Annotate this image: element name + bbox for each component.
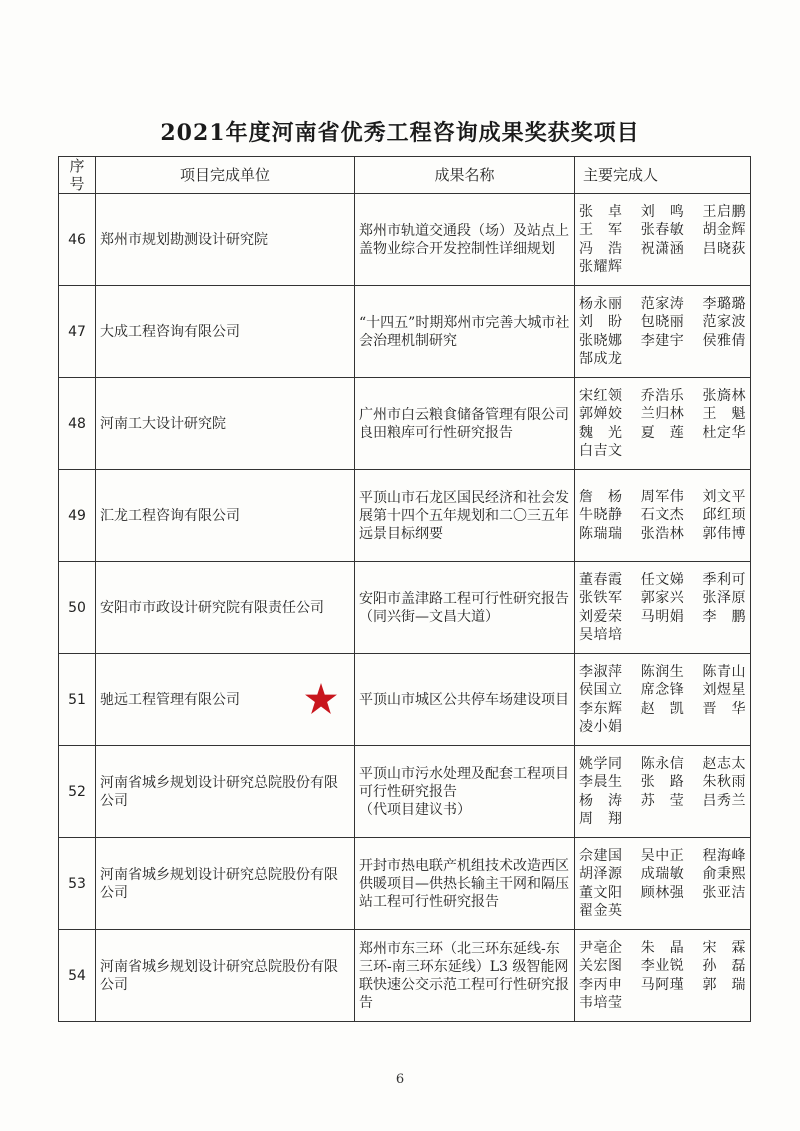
- person-name: 石文杰: [640, 507, 685, 524]
- person-name: 朱 晶: [640, 939, 685, 956]
- person-name: 范家涛: [640, 295, 685, 312]
- person-name: 董春霞: [579, 571, 623, 588]
- person-name: 成瑞敏: [640, 866, 685, 882]
- unit-text: 大成工程咨询有限公司: [100, 323, 240, 340]
- person-name: 顾林强: [640, 884, 685, 901]
- row-unit: [96, 286, 355, 378]
- person-name: 姚学同: [579, 755, 623, 772]
- person-name: 董文阳: [579, 884, 623, 901]
- row-seq: 46: [59, 194, 96, 286]
- person-name: 李璐璐: [702, 295, 746, 312]
- person-name: 俞秉熙: [702, 866, 746, 882]
- row-seq: 47: [59, 286, 96, 378]
- person-name: 胡金辉: [702, 222, 746, 238]
- table-row: [59, 746, 751, 838]
- awards-table: [58, 156, 751, 1022]
- people-list: [579, 203, 746, 277]
- person-name: 张 路: [640, 774, 685, 790]
- row-project-name: 安阳市盖津路工程可行性研究报告（同兴街—文昌大道）: [355, 562, 575, 654]
- person-name: 马明娟: [640, 608, 685, 625]
- table-row: [59, 378, 751, 470]
- person-name: 任文娣: [640, 571, 685, 588]
- person-name: 朱秋雨: [702, 774, 746, 790]
- table-row: [59, 470, 751, 562]
- person-name: 胡泽源: [579, 866, 623, 882]
- people-list: [579, 847, 746, 921]
- person-name: 陈润生: [640, 663, 685, 680]
- person-name: 李丙申: [579, 976, 623, 993]
- table-body: [59, 194, 751, 1022]
- row-seq: 49: [59, 470, 96, 562]
- row-unit: [96, 930, 355, 1022]
- table-row: [59, 930, 751, 1022]
- person-name: 郜成龙: [579, 351, 623, 367]
- people-list: [579, 571, 746, 645]
- people-list: [579, 755, 746, 829]
- row-project-name: “十四五”时期郑州市完善大城市社会治理机制研究: [355, 286, 575, 378]
- person-name: 张春敏: [640, 222, 685, 238]
- person-name: 晋 华: [702, 700, 746, 717]
- people-list: [579, 663, 746, 737]
- person-name: 张浩林: [640, 525, 685, 542]
- person-name: 李建宇: [640, 332, 685, 349]
- person-name: 包晓丽: [640, 314, 685, 330]
- header-seq: 序号: [59, 157, 96, 194]
- person-name: 李 鹏: [702, 608, 746, 625]
- person-name: 刘 盼: [579, 314, 623, 330]
- person-name: 韦培莹: [579, 995, 623, 1011]
- unit-text: 郑州市规划勘测设计研究院: [100, 231, 268, 248]
- row-unit: [96, 194, 355, 286]
- person-name: 刘爱荣: [579, 608, 623, 625]
- people-list: [579, 488, 746, 544]
- person-name: 吴中正: [640, 847, 685, 864]
- row-unit: [96, 838, 355, 930]
- person-name: 苏 莹: [640, 792, 685, 809]
- row-project-name: 平顶山市城区公共停车场建设项目: [355, 654, 575, 746]
- person-name: 程海峰: [702, 847, 746, 864]
- header-name: 成果名称: [355, 157, 575, 194]
- person-name: 范家波: [702, 314, 746, 330]
- row-people: [575, 930, 751, 1022]
- row-seq: 51: [59, 654, 96, 746]
- person-name: 魏 光: [579, 424, 623, 441]
- person-name: 白吉文: [579, 443, 623, 459]
- row-seq: 54: [59, 930, 96, 1022]
- person-name: 陈青山: [702, 663, 746, 680]
- row-project-name: 广州市白云粮食储备管理有限公司良田粮库可行性研究报告: [355, 378, 575, 470]
- person-name: 冯 浩: [579, 240, 623, 257]
- person-name: 侯雅倩: [702, 332, 746, 349]
- table-header-row: [59, 157, 751, 194]
- person-name: 凌小娟: [579, 719, 623, 735]
- person-name: 席念锋: [640, 682, 685, 698]
- row-seq: 48: [59, 378, 96, 470]
- person-name: 邱红顼: [702, 507, 746, 524]
- person-name: 郭 瑞: [702, 976, 746, 993]
- person-name: 兰归林: [640, 406, 685, 422]
- row-seq: 52: [59, 746, 96, 838]
- row-people: [575, 470, 751, 562]
- person-name: 郭婵姣: [579, 406, 623, 422]
- row-people: [575, 562, 751, 654]
- table-row: [59, 286, 751, 378]
- row-unit: [96, 562, 355, 654]
- people-list: [579, 939, 746, 1013]
- person-name: 宋 霖: [702, 939, 746, 956]
- row-people: [575, 194, 751, 286]
- person-name: 刘 鸣: [640, 203, 685, 220]
- person-name: 刘煜星: [702, 682, 746, 698]
- unit-text: 汇龙工程咨询有限公司: [100, 507, 240, 524]
- person-name: 张铁军: [579, 590, 623, 606]
- row-people: [575, 654, 751, 746]
- person-name: 李东辉: [579, 700, 623, 717]
- person-name: 杜定华: [702, 424, 746, 441]
- person-name: 张旖林: [702, 387, 746, 404]
- person-name: 周军伟: [640, 488, 685, 505]
- row-project-name: 开封市热电联产机组技术改造西区供暖项目—供热长输主干网和隔压站工程可行性研究报告: [355, 838, 575, 930]
- red-star-icon: [304, 682, 338, 716]
- page-number: 6: [395, 1072, 405, 1087]
- person-name: 张晓娜: [579, 332, 623, 349]
- people-list: [579, 295, 746, 369]
- row-seq: 50: [59, 562, 96, 654]
- person-name: 吕晓荻: [702, 240, 746, 257]
- row-project-name: 平顶山市石龙区国民经济和社会发展第十四个五年规划和二〇三五年远景目标纲要: [355, 470, 575, 562]
- row-people: [575, 378, 751, 470]
- people-list: [579, 387, 746, 461]
- person-name: 乔浩乐: [640, 387, 685, 404]
- person-name: 李淑萍: [579, 663, 623, 680]
- person-name: 郭家兴: [640, 590, 685, 606]
- unit-text: 河南省城乡规划设计研究总院股份有限公司: [100, 774, 338, 809]
- table-row: [59, 194, 751, 286]
- person-name: 李业锐: [640, 958, 685, 974]
- row-unit: [96, 470, 355, 562]
- row-unit: [96, 746, 355, 838]
- table-row: [59, 654, 751, 746]
- person-name: 季利可: [702, 571, 746, 588]
- row-project-name: 郑州市东三环（北三环东延线-东三环-南三环东延线）L3 级智能网联快速公交示范工程可行性研究报告: [355, 930, 575, 1022]
- unit-text: 河南省城乡规划设计研究总院股份有限公司: [100, 958, 338, 993]
- person-name: 杨 涛: [579, 792, 623, 809]
- person-name: 赵志太: [702, 755, 746, 772]
- unit-text: 河南省城乡规划设计研究总院股份有限公司: [100, 866, 338, 901]
- unit-text: 安阳市市政设计研究院有限责任公司: [100, 599, 324, 616]
- person-name: 赵 凯: [640, 700, 685, 717]
- row-project-name: 郑州市轨道交通段（场）及站点上盖物业综合开发控制性详细规划: [355, 194, 575, 286]
- row-seq: 53: [59, 838, 96, 930]
- table-row: [59, 562, 751, 654]
- header-people: 主要完成人: [575, 157, 751, 194]
- person-name: 陈永信: [640, 755, 685, 772]
- person-name: 郭伟博: [702, 525, 746, 542]
- person-name: 马阿瑾: [640, 976, 685, 993]
- person-name: 王启鹏: [702, 203, 746, 220]
- person-name: 张 卓: [579, 203, 623, 220]
- person-name: 王 魁: [702, 406, 746, 422]
- person-name: 佘建国: [579, 847, 623, 864]
- row-people: [575, 838, 751, 930]
- person-name: 吴培培: [579, 627, 623, 643]
- person-name: 宋红领: [579, 387, 623, 404]
- person-name: 周 翔: [579, 811, 623, 827]
- person-name: 王 军: [579, 222, 623, 238]
- person-name: 翟金英: [579, 903, 623, 919]
- person-name: 陈瑞瑞: [579, 525, 623, 542]
- person-name: 尹亳企: [579, 939, 623, 956]
- person-name: 张泽原: [702, 590, 746, 606]
- person-name: 刘文平: [702, 488, 746, 505]
- person-name: 祝潇涵: [640, 240, 685, 257]
- row-project-name: 平顶山市污水处理及配套工程项目可行性研究报告 （代项目建议书）: [355, 746, 575, 838]
- person-name: 吕秀兰: [702, 792, 746, 809]
- person-name: 关宏图: [579, 958, 623, 974]
- person-name: 牛晓静: [579, 507, 623, 524]
- row-people: [575, 746, 751, 838]
- unit-text: 驰远工程管理有限公司: [100, 691, 240, 708]
- person-name: 侯国立: [579, 682, 623, 698]
- person-name: 李晨生: [579, 774, 623, 790]
- person-name: 张亚洁: [702, 884, 746, 901]
- person-name: 张耀辉: [579, 259, 623, 275]
- table-row: [59, 838, 751, 930]
- row-unit: [96, 654, 355, 746]
- row-unit: [96, 378, 355, 470]
- person-name: 孙 磊: [702, 958, 746, 974]
- header-unit: 项目完成单位: [96, 157, 355, 194]
- person-name: 詹 杨: [579, 488, 623, 505]
- unit-text: 河南工大设计研究院: [100, 415, 226, 432]
- person-name: 杨永丽: [579, 295, 623, 312]
- row-people: [575, 286, 751, 378]
- document-title: 2021年度河南省优秀工程咨询成果奖获奖项目: [160, 120, 640, 146]
- person-name: 夏 莲: [640, 424, 685, 441]
